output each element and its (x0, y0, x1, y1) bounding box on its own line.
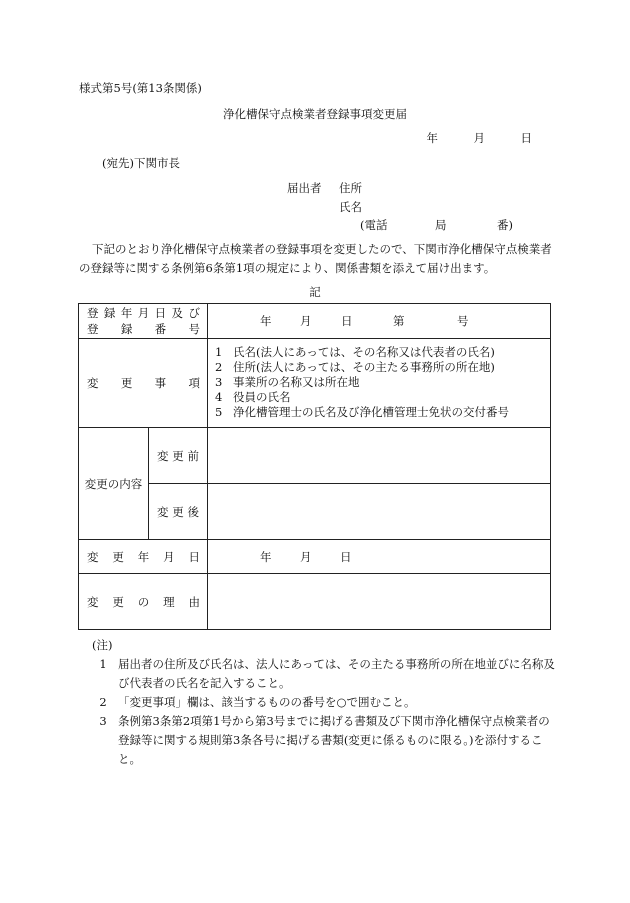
change-after-label: 変 更 後 (149, 484, 208, 540)
change-item: 1 氏名(法人にあっては、その名称又は代表者の氏名) (215, 344, 495, 359)
date-year-label: 年 (426, 131, 438, 145)
change-before-row (79, 428, 551, 484)
change-after-field[interactable] (208, 484, 551, 540)
form-number: 様式第5号(第13条関係) (79, 81, 202, 95)
notes-heading: (注) (92, 638, 113, 652)
change-item: 3 事業所の名称又は所在地 (215, 374, 360, 389)
date-day-label: 日 (520, 131, 532, 145)
registration-label-line2: 登 録 番 号 (87, 322, 200, 336)
change-after-row (79, 484, 551, 540)
change-item: 5 浄化槽管理士の氏名及び浄化槽管理士免状の交付番号 (215, 404, 509, 419)
notifier-address-label: 住所 (339, 181, 362, 195)
change-before-field[interactable] (208, 428, 551, 484)
form-title: 浄化槽保守点検業者登録事項変更届 (223, 107, 407, 121)
date-month-label: 月 (473, 131, 485, 145)
phone-bureau-label: 局 (435, 218, 447, 232)
change-item: 4 役員の氏名 (215, 389, 291, 404)
registration-label-line1: 登 録 年 月 日 及 び (87, 306, 200, 320)
ki-heading: 記 (309, 285, 321, 299)
note-item: 2 「変更事項」欄は、該当するものの番号を○で囲むこと。 (99, 695, 416, 709)
registration-row (79, 304, 551, 339)
change-reason-label: 変 更 の 理 由 (79, 574, 208, 630)
change-reason-row (79, 574, 551, 630)
change-date-label: 変 更 年 月 日 (79, 540, 208, 574)
registration-value-field[interactable]: 年 月 日 第 号 (208, 304, 551, 339)
change-date-row (79, 540, 551, 574)
change-items-list[interactable] (208, 339, 551, 428)
phone-line (360, 217, 513, 233)
change-items-label: 変 更 事 項 (79, 339, 208, 428)
note-item: 1 届出者の住所及び氏名は、法人にあっては、その主たる事務所の所在地並びに名称及び代表者の氏名を記入すること。 (99, 657, 555, 690)
registration-label (79, 304, 208, 339)
phone-open-label: (電話 (360, 218, 388, 232)
form-table (78, 303, 551, 630)
notifier-name-label: 氏名 (339, 200, 362, 214)
notifier-label: 届出者 (287, 181, 322, 195)
change-reason-field[interactable] (208, 574, 551, 630)
change-before-label: 変 更 前 (149, 428, 208, 484)
change-items-row (79, 339, 551, 428)
change-date-field[interactable]: 年 月 日 (208, 540, 551, 574)
change-content-label: 変更の内容 (79, 428, 149, 540)
intro-text: 下記のとおり浄化槽保守点検業者の登録事項を変更したので、下関市浄化槽保守点検業者の登録等に関する条例第6条第1項の規定により、関係書類を添えて届け出ます。 (79, 242, 552, 275)
note-item: 3 条例第3条第2項第1号から第3号までに掲げる書類及び下関市浄化槽保守点検業者の登録等に関する規則第3条各号に掲げる書類(変更に係るものに限る。)を添付すること。 (99, 714, 550, 766)
notes-section (88, 636, 558, 769)
submission-date (427, 130, 533, 146)
phone-number-label: 番) (497, 218, 513, 232)
change-item: 2 住所(法人にあっては、その主たる事務所の所在地) (215, 359, 495, 374)
addressee: (宛先)下関市長 (102, 156, 180, 170)
